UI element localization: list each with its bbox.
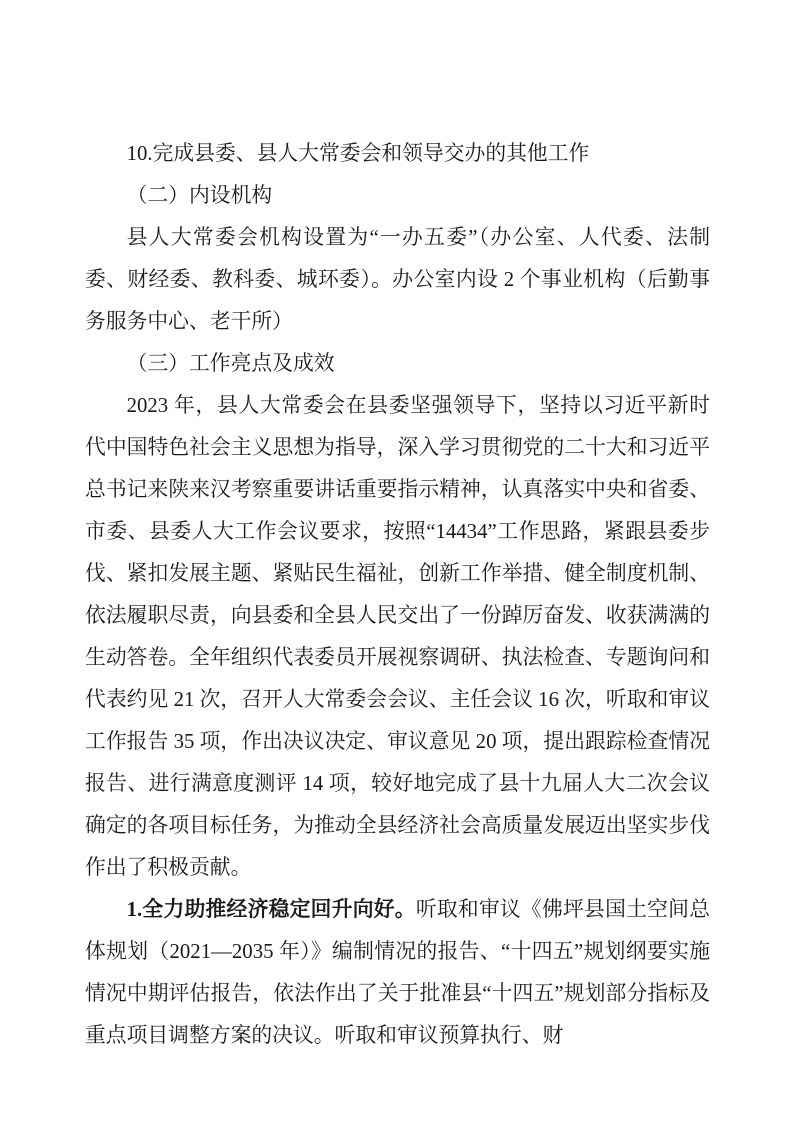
section-heading-internal-organs: （二）内设机构 [126,184,273,207]
section-heading-work-highlights: （三）工作亮点及成效 [126,352,335,375]
bold-lead-sentence: 1.全力助推经济稳定回升向好。 [126,898,416,921]
body-paragraph-org-setup: 县人大常委会机构设置为“一办五委”（办公室、人代委、法制委、财经委、教科委、城环委）。办公室内设 2 个事业机构（后勤事务服务中心、老干所） [85,226,710,333]
body-paragraph-overview: 2023 年，县人大常委会在县委坚强领导下，坚持以习近平新时代中国特色社会主义思想为指导，深入学习贯彻党的二十大和习近平总书记来陕来汉考察重要讲话重要指示精神，认真落实中央和省委、市委、县委人大工作会议要求，按照“14434”工作思路，紧跟县委步伐、紧扣发展主题、紧贴民生福祉，创新工作举措、健全制度机制、依法履职尽责，向县委和全县人民交出了一份踔厉奋发、收获满满的生动答卷。全年组织代表委员开展视察调研、执法检查、专题询问和代表约见 21 次，召开人大常委会会议、主任会议 16 次，听取和审议工作报告 35 项，作出决议决定、审议意见 20 项，提出跟踪检查情况报告、进行满意度测评 14 项，较好地完成了县十九届人大二次会议确定的各项目标任务，为推动全县经济社会高质量发展迈出坚实步伐作出了积极贡献。 [85,394,710,879]
body-paragraph-point-1 [85,889,710,1057]
paragraph-text: 听取和审议《佛坪县国土空间总体规划（2021—2035 年）》编制情况的报告、“十四五”规划纲要实施情况中期评估报告，依法作出了关于批准县“十四五”规划部分指标及重点项目调整方案的决议。听取和审议预算执行、财 [85,898,710,1047]
numbered-list-item: 10.完成县委、县人大常委会和领导交办的其他工作 [126,142,590,165]
